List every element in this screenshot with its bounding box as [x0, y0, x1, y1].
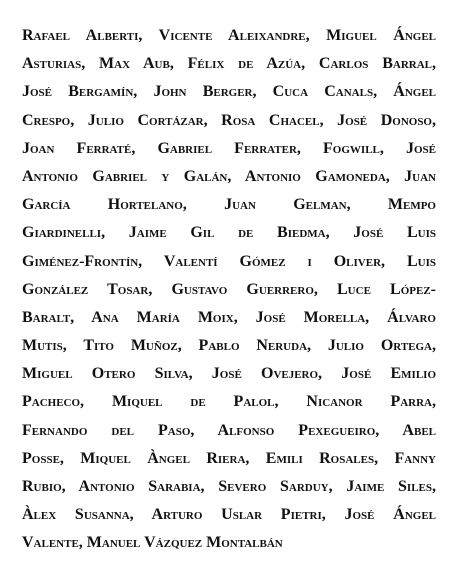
text-line: Miguel Otero Silva, José Ovejero, José Emilio — [22, 365, 436, 383]
text-line: José Bergamín, John Berger, Cuca Canals, Ángel — [22, 83, 436, 101]
text-line: Mutis, Tito Muñoz, Pablo Neruda, Julio Ortega, — [22, 337, 436, 355]
text-line: Antonio Gabriel y Galán, Antonio Gamoneda, Juan — [22, 167, 436, 185]
text-line: Àlex Susanna, Arturo Uslar Pietri, José Ángel — [22, 506, 436, 524]
author-names-paragraph — [22, 22, 436, 558]
text-line: García Hortelano, Juan Gelman, Mempo — [22, 196, 436, 214]
text-line: Pacheco, Miquel de Palol, Nicanor Parra, — [22, 393, 436, 411]
text-line: Rubio, Antonio Sarabia, Severo Sarduy, Jaime Siles, — [22, 478, 436, 495]
text-line: Rafael Alberti, Vicente Aleixandre, Miguel Ángel — [22, 27, 436, 44]
text-line: Valente, Manuel Vázquez Montalbán — [22, 534, 283, 552]
text-line: Baralt, Ana María Moix, José Morella, Álvaro — [22, 308, 436, 326]
text-line: Asturias, Max Aub, Félix de Azúa, Carlos Barral, — [22, 55, 436, 73]
text-line: Joan Ferraté, Gabriel Ferrater, Fogwill, José — [22, 139, 436, 157]
text-line: Fernando del Paso, Alfonso Pexegueiro, Abel — [22, 421, 436, 439]
text-line: Crespo, Julio Cortázar, Rosa Chacel, José Donoso, — [22, 111, 436, 129]
text-line: Giménez-Frontín, Valentí Gómez i Oliver, Luis — [22, 252, 436, 270]
text-line: Posse, Miquel Àngel Riera, Emili Rosales, Fanny — [22, 449, 436, 467]
text-line: González Tosar, Gustavo Guerrero, Luce López- — [22, 280, 436, 298]
text-line: Giardinelli, Jaime Gil de Biedma, José Luis — [22, 224, 436, 242]
